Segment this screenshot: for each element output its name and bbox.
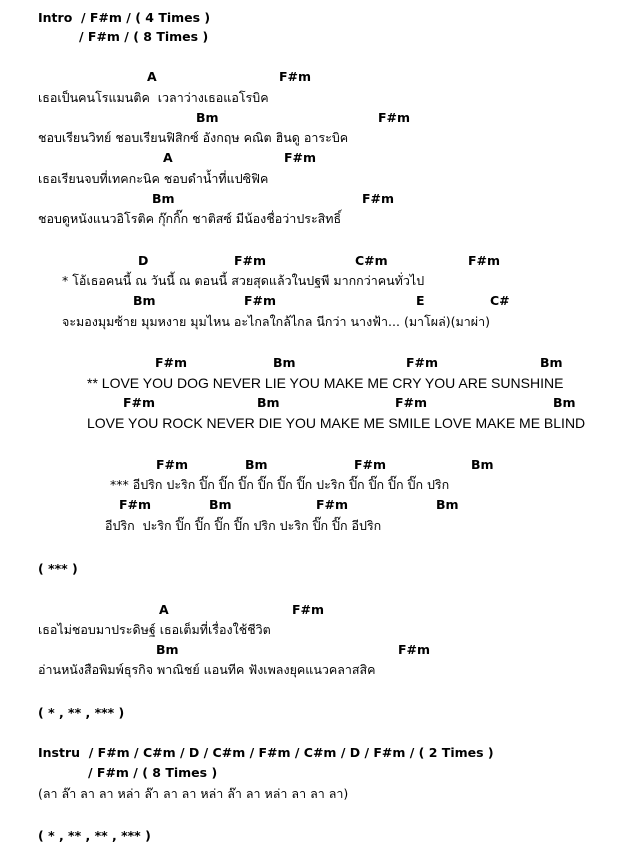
lyric-line: อ่านหนังสือพิมพ์ธุรกิจ พาณิชย์ แอนทีค ฟังเพลงยุคแนวคลาสสิค (38, 662, 376, 677)
chord: Bm (245, 457, 268, 472)
chord: Bm (156, 642, 179, 657)
instru-line-2: / F#m / ( 8 Times ) (88, 765, 218, 780)
lyric-line: LOVE YOU ROCK NEVER DIE YOU MAKE ME SMILE LOVE MAKE ME BLIND (87, 415, 586, 431)
chord: F#m (234, 253, 267, 268)
lyric-line: *** อีปริก ปะริก ปิ๊ก ปิ๊ก ปิ๊ก ปิ๊ก ปิ๊ก ปิ๊ก ปะริก ปิ๊ก ปิ๊ก ปิ๊ก ปิ๊ก ปริก (110, 477, 450, 492)
chord: F#m (279, 69, 312, 84)
chord: D (138, 253, 149, 268)
chord: Bm (152, 191, 175, 206)
lyric-line: จะมองมุมซ้าย มุมหงาย มุมไหน อะไกลใกล้ไกล นีกว่า นางฟ้า... (มาโผล่)(มาผ่า) (62, 314, 491, 329)
repeat-marker: ( * , ** , *** ) (38, 705, 125, 720)
chord: F#m (354, 457, 387, 472)
chord: F#m (284, 150, 317, 165)
chord: F#m (406, 355, 439, 370)
repeat-marker: ( * , ** , ** , *** ) (38, 828, 151, 843)
chord: A (163, 150, 173, 165)
lyric-line: * โอ้เธอคนนี้ ณ วันนี้ ณ ตอนนี้ สวยสุดแล้วในปฐพี มากกว่าคนทั่วไป (62, 273, 425, 288)
repeat-marker: ( *** ) (38, 561, 78, 576)
chord: F#m (468, 253, 501, 268)
chord: F#m (156, 457, 189, 472)
lyric-line: ชอบดูหนังแนวอิโรติค กุ๊กกิ๊ก ชาติสซ์ มีน้องชื่อว่าประสิทธิ์ (38, 211, 342, 226)
chord: Bm (209, 497, 232, 512)
chord: Bm (257, 395, 280, 410)
chord: F#m (398, 642, 431, 657)
chord: A (147, 69, 157, 84)
chord: Bm (553, 395, 576, 410)
lyric-line: อีปริก ปะริก ปิ๊ก ปิ๊ก ปิ๊ก ปิ๊ก ปริก ปะริก ปิ๊ก ปิ๊ก อีปริก (105, 518, 382, 533)
chord: F#m (395, 395, 428, 410)
chord: F#m (362, 191, 395, 206)
chord: F#m (378, 110, 411, 125)
chord: F#m (292, 602, 325, 617)
instru-line-1: Instru / F#m / C#m / D / C#m / F#m / C#m / D / F#m / ( 2 Times ) (38, 745, 494, 760)
intro-line-2: / F#m / ( 8 Times ) (79, 29, 209, 44)
lyric-line: เธอไม่ชอบมาประดิษฐ์ เธอเต็มที่เรื่องใช้ชีวิต (38, 622, 271, 637)
chord: F#m (155, 355, 188, 370)
instru-lyric: (ลา ล๊า ลา ลา หล่า ล๊า ลา ลา หล่า ล๊า ลา หล่า ลา ลา ลา) (38, 786, 349, 801)
chord: Bm (133, 293, 156, 308)
chord: A (159, 602, 169, 617)
chord: E (416, 293, 425, 308)
chord: C# (490, 293, 510, 308)
lyric-line: เธอเป็นคนโรแมนติค เวลาว่างเธอแอโรบิค (38, 90, 269, 105)
chord: Bm (196, 110, 219, 125)
chord: F#m (119, 497, 152, 512)
chord: Bm (540, 355, 563, 370)
chord: F#m (244, 293, 277, 308)
chord: Bm (436, 497, 459, 512)
chord: F#m (316, 497, 349, 512)
chord: C#m (355, 253, 388, 268)
lyric-line: ชอบเรียนวิทย์ ชอบเรียนฟิสิกซ์ อังกฤษ คณิต ฮินดู อาระบิค (38, 130, 349, 145)
chord: F#m (123, 395, 156, 410)
chord: Bm (471, 457, 494, 472)
chord: Bm (273, 355, 296, 370)
lyric-line: ** LOVE YOU DOG NEVER LIE YOU MAKE ME CRY YOU ARE SUNSHINE (87, 375, 564, 391)
lyric-line: เธอเรียนจบที่เทคกะนิค ชอบดำน้ำที่แปซิฟิค (38, 171, 269, 186)
intro-line-1: Intro / F#m / ( 4 Times ) (38, 10, 211, 25)
